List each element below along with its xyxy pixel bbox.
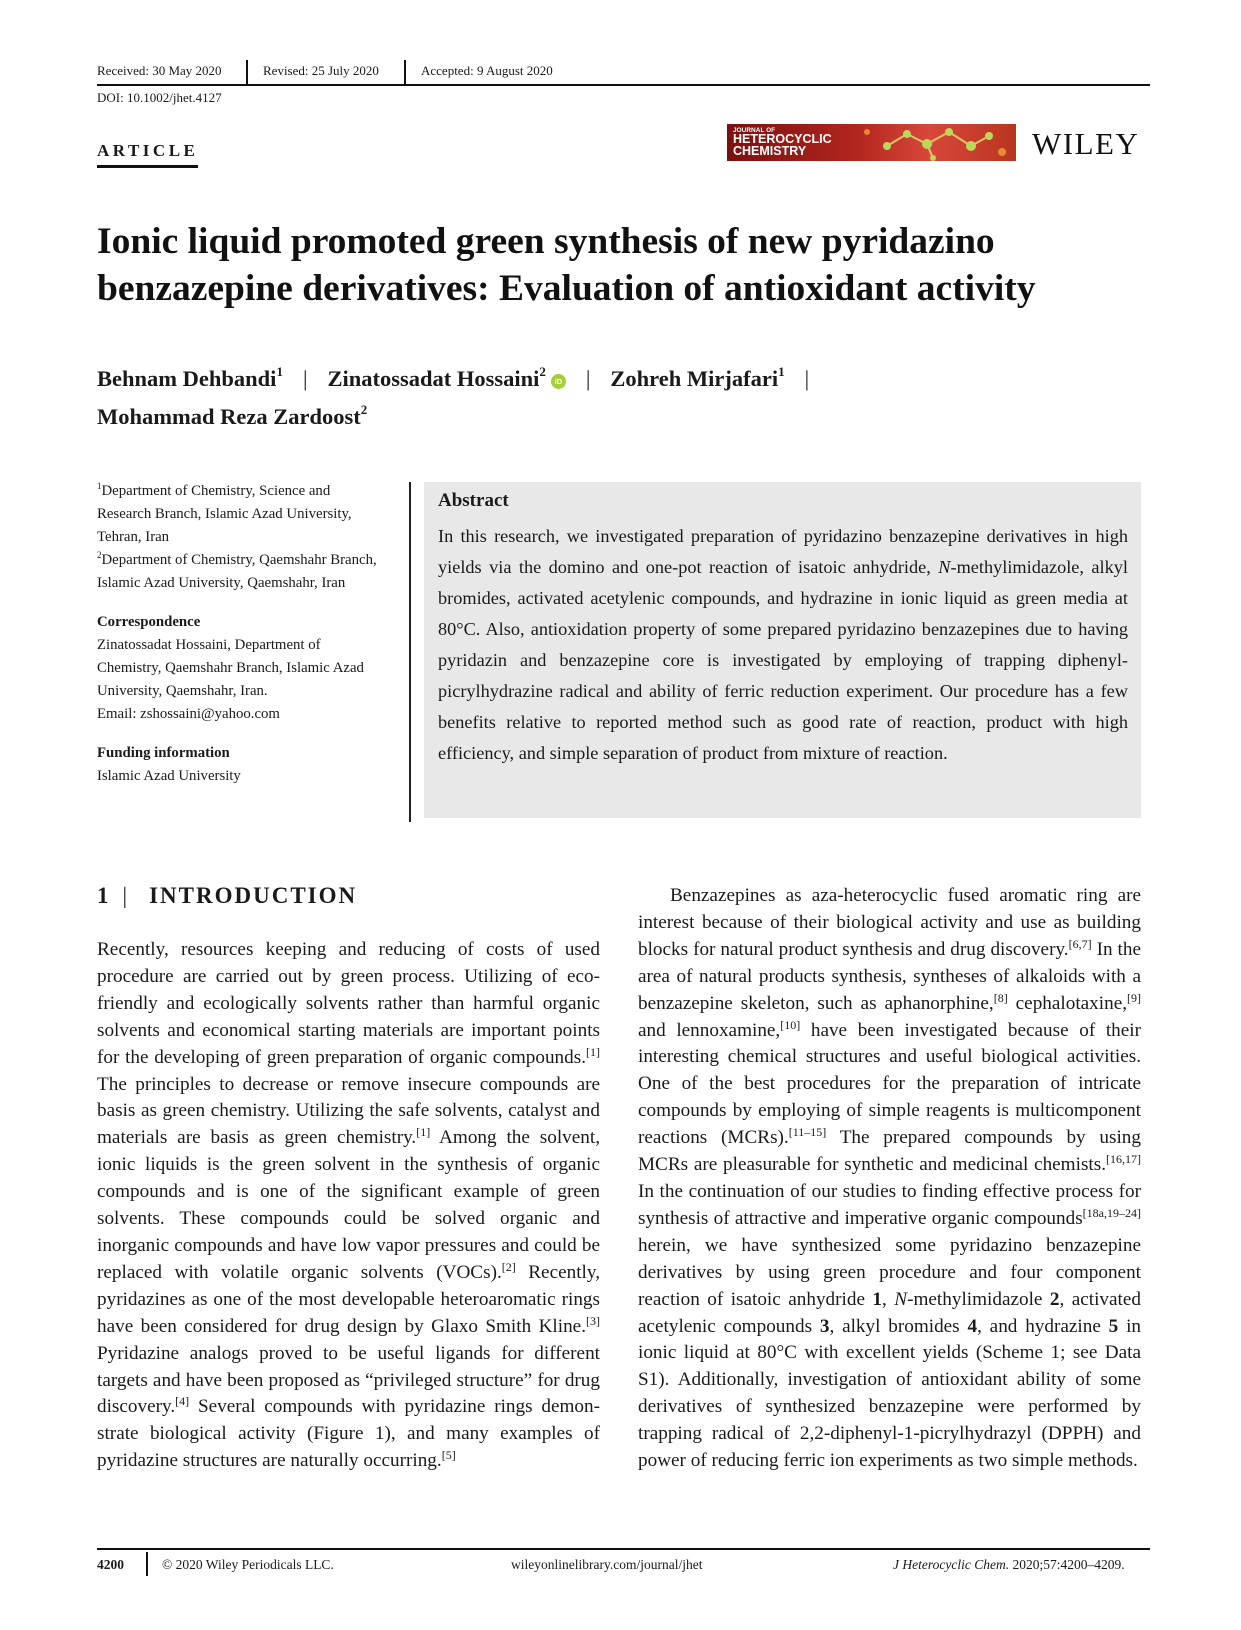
- revised-date: Revised: 25 July 2020: [263, 63, 379, 78]
- funding-text: Islamic Azad University: [97, 768, 241, 784]
- citation-ref[interactable]: [5]: [441, 1448, 456, 1463]
- correspondence-email[interactable]: Email: zshossaini@yahoo.com: [97, 706, 280, 722]
- abstract-box: [424, 482, 1141, 818]
- intro-paragraph-2: Benzazepines as aza-heterocyclic fused aromatic ring are interest because of their biological activity and use as building blocks for natural product synthesis and drug discovery.[6,7] In the area of natural products synthesis, syntheses of alkaloids with a benzazepine skeleton, such as aphanorphine,[8] cephalotaxine,[9] and lennoxamine,[10] have been investigated because of their interesting chemical structures and useful biological activities. One of the best procedures for the preparation of intricate compounds by employing of simple reagents is multicomponent reactions (MCRs).[11–15] The prepared compounds by using MCRs are pleasurable for synthetic and medicinal chemists.[16,17] In the continuation of our studies to finding effective process for synthesis of attractive and imperative organic compounds[18a,19–24] herein, we have synthesized some pyridazino benzazepine derivatives by using green procedure and four component reaction of isatoic anhydride 1, N-methylimidazole 2, activated acetylenic compounds 3, alkyl bromides 4, and hydrazine 5 in ionic liquid at 80°C with excellent yields (Scheme 1; see Data S1). Additionally, investigation of antioxidant ability of some derivatives of synthesized benzazepine were performed by trapping radical of 2,2-diphenyl-1-picrylhydrazyl (DPPH) and power of reducing ferric ion experiments as two simple methods.: [638, 885, 1142, 1472]
- journal-banner-prefix: JOURNAL OF: [733, 127, 776, 134]
- abstract-heading: Abstract: [438, 490, 509, 511]
- correspondence-heading: Correspondence: [97, 614, 201, 630]
- publisher-logo[interactable]: WILEY: [1032, 126, 1140, 161]
- paper-title: Ionic liquid promoted green synthesis of new pyridazino benzazepine derivatives: Evaluation of antioxidant activity: [97, 221, 1036, 309]
- accepted-date: Accepted: 9 August 2020: [421, 63, 553, 78]
- orcid-icon[interactable]: iD: [551, 374, 566, 389]
- column-divider: [409, 482, 411, 822]
- funding-heading: Funding information: [97, 745, 230, 761]
- citation-ref[interactable]: [10]: [780, 1017, 801, 1032]
- citation-ref[interactable]: [4]: [175, 1394, 190, 1409]
- article-metadata: [97, 480, 383, 794]
- correspondence-text: Zinatossadat Hossaini, Department of Chemistry, Qaemshahr Branch, Islamic Azad University, Qaemshahr, Iran.: [97, 637, 364, 699]
- citation-ref[interactable]: [9]: [1127, 990, 1142, 1005]
- citation-ref[interactable]: [1]: [416, 1125, 431, 1140]
- citation-ref[interactable]: [2]: [501, 1259, 516, 1274]
- citation-ref[interactable]: [6,7]: [1068, 936, 1092, 951]
- publication-dates: [97, 60, 1150, 86]
- date-divider: [246, 60, 248, 84]
- author-list: Behnam Dehbandi$^1$ | Zinatossadat Hossaini$^2$iD | Zohreh Mirjafari$^1$ | Mohammad Reza Zardoost$^2$: [97, 364, 810, 429]
- journal-website-link[interactable]: wileyonlinelibrary.com/journal/jhet: [511, 1557, 703, 1572]
- received-date: Received: 30 May 2020: [97, 63, 222, 78]
- article-type: ARTICLE: [97, 141, 198, 168]
- doi[interactable]: DOI: 10.1002/jhet.4127: [97, 90, 222, 105]
- affiliation-2: $^2$Department of Chemistry, Qaemshahr Branch, Islamic Azad University, Qaemshahr, Iran: [97, 550, 377, 591]
- author-name[interactable]: Zinatossadat Hossaini$^2$: [327, 364, 546, 391]
- intro-paragraph-1: Recently, resources keeping and reducing of costs of used procedure are carried out by green process. Utilizing of eco-friendly and ecologically solvents rather than harmful organic solvents and economical starting materials are important points for the developing of green preparation of organic compounds.[1] The principles to decrease or remove insecure compounds are basis as green chemistry. Utilizing the safe solvents, catalyst and materials are basis as green chemistry.[1] Among the solvent, ionic liquids is the green solvent in the synthesis of organic compounds and is one of the significant example of green solvents. These compounds could be solved organic and inorganic compounds and have low vapor pressures and could be replaced with volatile organic solvents (VOCs).[2] Recently, pyridazines as one of the most developable heteroaromatic rings have been considered for drug design by Glaxo Smith Kline.[3] Pyridazine analogs proved to be useful ligands for different targets and have been proposed as “privileged structure” for drug discovery.[4] Several compounds with pyridazine rings demonstrate biological activity (Figure 1), and many examples of pyridazine structures are naturally occurring.[5]: [97, 939, 601, 1472]
- citation-ref[interactable]: [18a,19–24]: [1082, 1205, 1141, 1220]
- footer-rule: [97, 1548, 1150, 1550]
- author-name[interactable]: Zohreh Mirjafari$^1$: [610, 364, 785, 391]
- citation-ref[interactable]: [1]: [586, 1044, 600, 1059]
- journal-banner-logo[interactable]: [727, 124, 1016, 161]
- section-heading: 1 | INTRODUCTION: [97, 883, 358, 908]
- journal-banner-name: HETEROCYCLIC CHEMISTRY: [733, 132, 832, 158]
- copyright: © 2020 Wiley Periodicals LLC.: [162, 1557, 334, 1572]
- date-divider: [404, 60, 406, 84]
- citation-ref[interactable]: [3]: [586, 1313, 600, 1328]
- citation-ref[interactable]: [8]: [993, 990, 1008, 1005]
- abstract-text: In this research, we investigated preparation of pyridazino benzazepine derivatives in high yields via the domino and one-pot reaction of isatoic anhydride, N-methylimidazole, alkyl bromides, activated acetylenic compounds, and hydrazine in ionic liquid as green media at 80°C. Also, antioxidation property of some prepared pyridazino benzazepines due to having pyridazin and benzazepine core is investigated by employing of trapping diphenyl-picrylhydrazine radical and ability of ferric reduction experiment. Our procedure has a few benefits relative to reported method such as good rate of reaction, product with high efficiency, and simple separation of product from mixture of reaction.: [438, 526, 1128, 763]
- footer-divider: [146, 1552, 148, 1576]
- affiliation-1: $^1$Department of Chemistry, Science and Research Branch, Islamic Azad University, Tehran, Iran: [97, 481, 352, 545]
- citation: J Heterocyclic Chem. 2020;57:4200–4209.: [893, 1557, 1125, 1572]
- citation-ref[interactable]: [11–15]: [788, 1125, 827, 1140]
- page-number: 4200: [97, 1557, 124, 1572]
- author-name[interactable]: Behnam Dehbandi$^1$: [97, 364, 283, 391]
- author-name[interactable]: Mohammad Reza Zardoost$^2$: [97, 402, 368, 429]
- citation-ref[interactable]: [16,17]: [1106, 1152, 1141, 1167]
